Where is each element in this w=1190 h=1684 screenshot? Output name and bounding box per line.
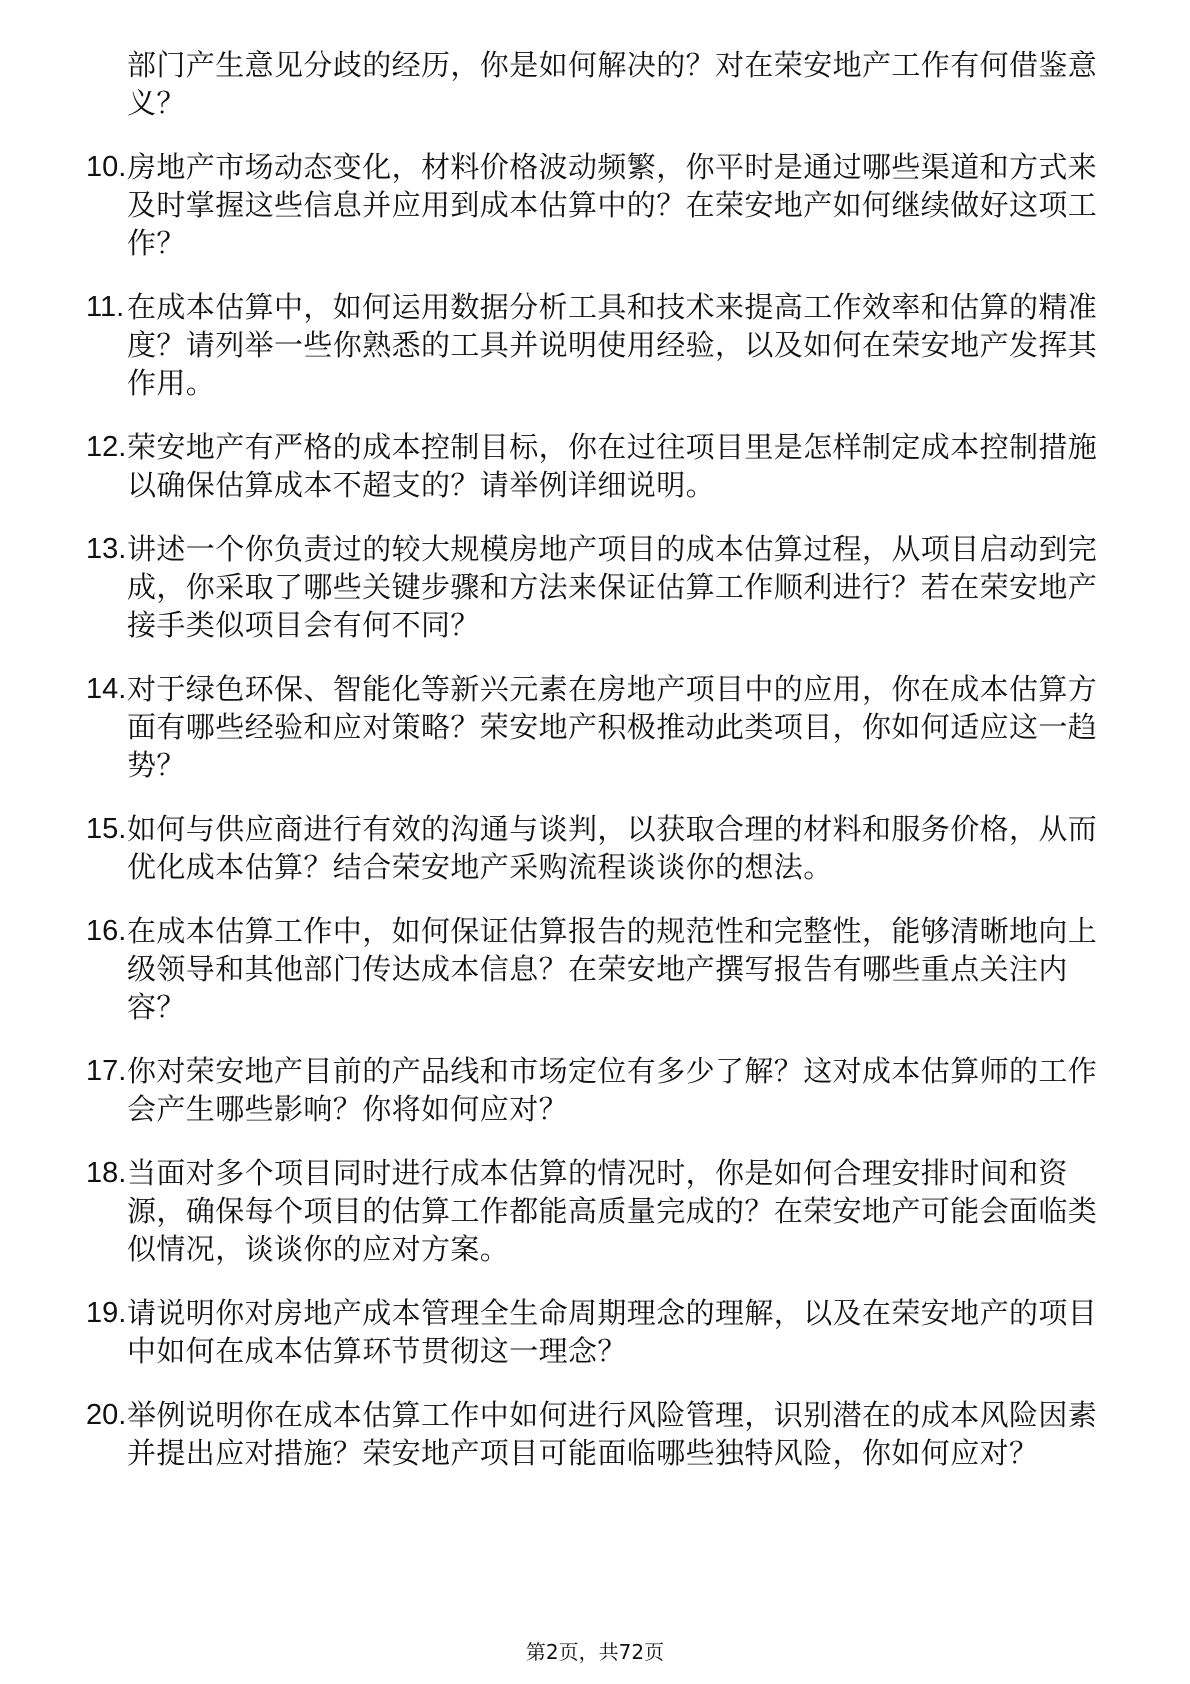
question-text: 在成本估算工作中，如何保证估算报告的规范性和完整性，能够清晰地向上级领导和其他部门传达成本信息？在荣安地产撰写报告有哪些重点关注内容？	[127, 914, 1098, 1024]
question-item	[0, 1294, 1190, 1370]
question-text: 当面对多个项目同时进行成本估算的情况时，你是如何合理安排时间和资源，确保每个项目的估算工作都能高质量完成的？在荣安地产可能会面临类似情况，谈谈你的应对方案。	[127, 1156, 1098, 1266]
question-item	[0, 912, 1190, 1026]
question-item	[0, 1154, 1190, 1268]
page-number: 第2页，共72页	[525, 1640, 665, 1664]
question-item	[0, 428, 1190, 504]
question-item	[0, 530, 1190, 644]
question-list	[0, 46, 1190, 1498]
question-number: 11.	[86, 291, 125, 323]
question-number: 17.	[86, 1055, 127, 1087]
question-text: 房地产市场动态变化，材料价格波动频繁，你平时是通过哪些渠道和方式来及时掌握这些信息并应用到成本估算中的？在荣安地产如何继续做好这项工作？	[127, 150, 1098, 260]
question-text: 荣安地产有严格的成本控制目标，你在过往项目里是怎样制定成本控制措施以确保估算成本不超支的？请举例详细说明。	[127, 430, 1098, 502]
question-item	[0, 288, 1190, 402]
question-text: 对于绿色环保、智能化等新兴元素在房地产项目中的应用，你在成本估算方面有哪些经验和应对策略？荣安地产积极推动此类项目，你如何适应这一趋势？	[127, 672, 1098, 782]
question-item	[0, 46, 1190, 122]
question-number: 18.	[86, 1157, 127, 1189]
question-text: 你对荣安地产目前的产品线和市场定位有多少了解？这对成本估算师的工作会产生哪些影响？你将如何应对？	[127, 1054, 1098, 1126]
question-number: 19.	[86, 1297, 127, 1329]
question-item	[0, 148, 1190, 262]
question-number: 20.	[86, 1399, 127, 1431]
question-text: 在成本估算中，如何运用数据分析工具和技术来提高工作效率和估算的精准度？请列举一些你熟悉的工具并说明使用经验，以及如何在荣安地产发挥其作用。	[127, 290, 1098, 400]
question-text: 讲述一个你负责过的较大规模房地产项目的成本估算过程，从项目启动到完成，你采取了哪些关键步骤和方法来保证估算工作顺利进行？若在荣安地产接手类似项目会有何不同？	[127, 532, 1098, 642]
question-text: 举例说明你在成本估算工作中如何进行风险管理，识别潜在的成本风险因素并提出应对措施？荣安地产项目可能面临哪些独特风险，你如何应对？	[127, 1398, 1098, 1470]
question-number: 10.	[86, 151, 127, 183]
question-number: 13.	[86, 533, 127, 565]
question-text: 请说明你对房地产成本管理全生命周期理念的理解，以及在荣安地产的项目中如何在成本估算环节贯彻这一理念？	[127, 1296, 1098, 1368]
question-item	[0, 1052, 1190, 1128]
question-number: 16.	[86, 915, 127, 947]
question-text: 部门产生意见分歧的经历，你是如何解决的？对在荣安地产工作有何借鉴意义？	[127, 48, 1098, 120]
question-text: 如何与供应商进行有效的沟通与谈判，以获取合理的材料和服务价格，从而优化成本估算？结合荣安地产采购流程谈谈你的想法。	[127, 812, 1098, 884]
question-item	[0, 670, 1190, 784]
question-number: 14.	[86, 673, 127, 705]
question-number: 15.	[86, 813, 127, 845]
question-number: 12.	[86, 431, 127, 463]
question-item	[0, 1396, 1190, 1472]
question-item	[0, 810, 1190, 886]
